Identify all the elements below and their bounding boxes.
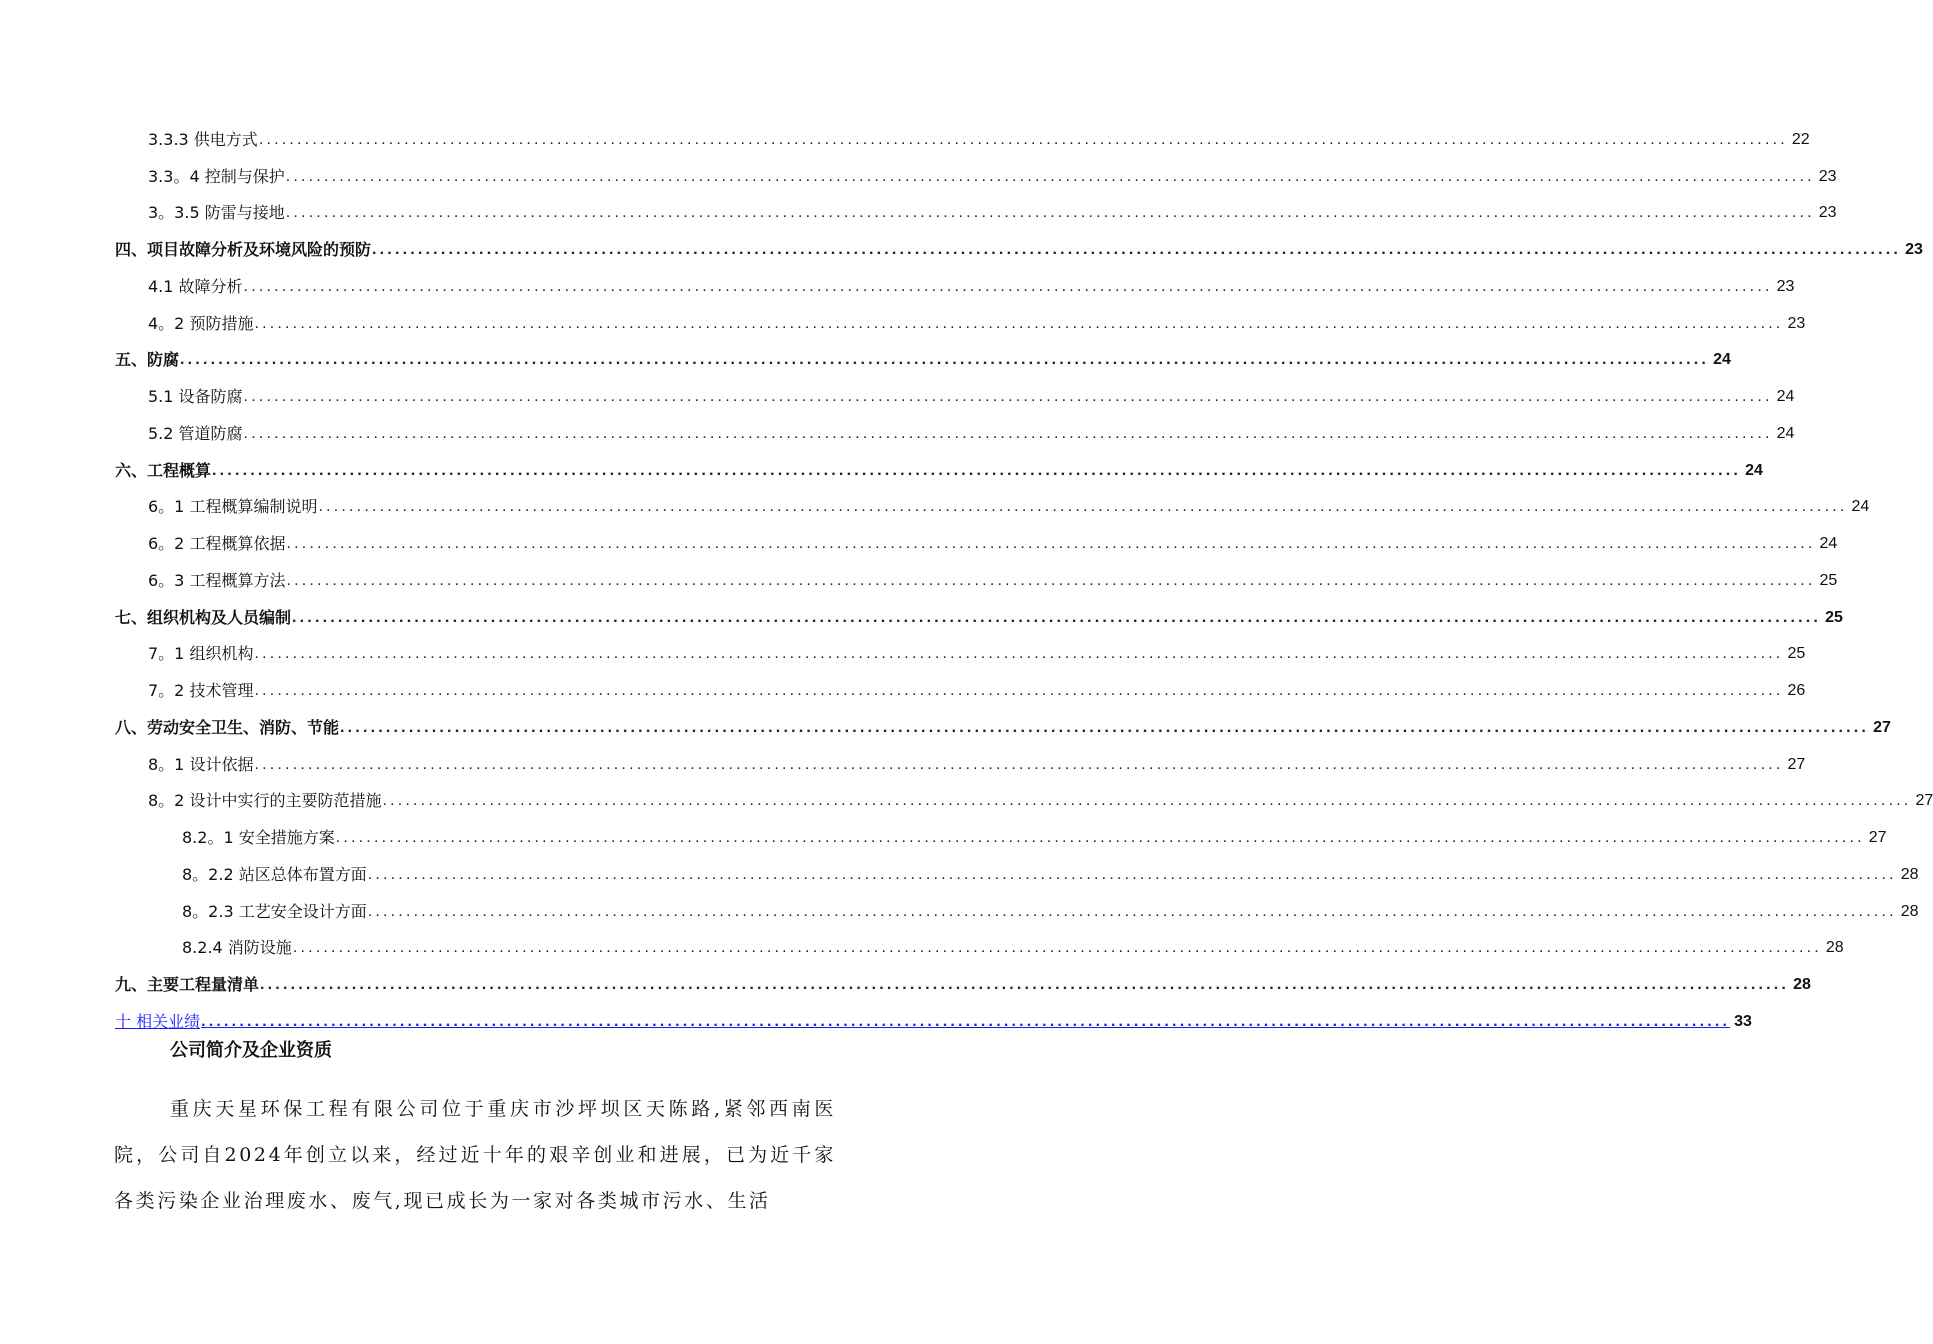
toc-entry-label: 九、主要工程量清单 [115, 975, 260, 994]
toc-page-number: 26 [1787, 682, 1806, 699]
toc-leader-dots: ........................................................................................................................................................................................................ [243, 424, 1773, 442]
toc-entry-label: 3。3.5 防雷与接地 [148, 203, 285, 223]
toc-entry-label: 5.2 管道防腐 [148, 423, 243, 443]
toc-entry-label: 7。1 组织机构 [148, 644, 254, 664]
toc-leader-dots: ........................................................................................................................................................................................................ [243, 277, 1773, 295]
body-paragraph: 重庆天星环保工程有限公司位于重庆市沙坪坝区天陈路,紧邻西南医院，公司自2024年创立以来，经过近十年的艰辛创业和进展，已为近千家各类污染企业治理废水、废气,现已成长为一家对各类城市污水、生活 [114, 1098, 836, 1212]
toc-leader-dots: ........................................................................................................................................................................................................ [260, 976, 1790, 993]
toc-page-number: 25 [1819, 571, 1838, 589]
toc-chapter-entry[interactable] [0, 1004, 1752, 1041]
toc-page-number: 24 [1713, 351, 1731, 369]
toc-leader-dots: ........................................................................................................................................................................................................ [258, 130, 1788, 148]
toc-page-number: 24 [1776, 388, 1795, 405]
toc-leader-dots: ........................................................................................................................................................................................................ [286, 571, 1816, 589]
toc-subsection-entry[interactable] [0, 894, 1919, 931]
toc-section-entry[interactable] [0, 379, 1795, 416]
toc-chapter-entry[interactable] [0, 967, 1811, 1004]
toc-page-number: 33 [1734, 1012, 1752, 1030]
toc-leader-dots: ........................................................................................................................................................................................................ [212, 461, 1742, 479]
toc-leader-dots: ........................................................................................................................................................................................................ [372, 241, 1902, 258]
toc-page-number: 24 [1776, 424, 1795, 442]
toc-leader-dots: ........................................................................................................................................................................................................ [286, 535, 1816, 552]
toc-leader-dots: ........................................................................................................................................................................................................ [254, 682, 1784, 699]
toc-entry-label: 8.2.4 消防设施 [182, 938, 292, 958]
toc-section-entry[interactable] [0, 122, 1810, 159]
toc-entry-label: 6。3 工程概算方法 [148, 570, 286, 590]
toc-page-number: 25 [1825, 608, 1843, 626]
toc-section-entry[interactable] [0, 416, 1795, 453]
toc-section-entry[interactable] [0, 673, 1806, 710]
toc-entry-label: 8。2 设计中实行的主要防范措施 [148, 791, 382, 811]
toc-page-number: 27 [1873, 718, 1891, 736]
toc-leader-dots: ........................................................................................................................................................................................................ [382, 792, 1912, 810]
toc-section-entry[interactable] [0, 196, 1837, 233]
toc-entry-label: 3.3.3 供电方式 [148, 129, 258, 149]
toc-leader-dots: ........................................................................................................................................................................................................ [201, 1012, 1731, 1030]
toc-chapter-entry[interactable] [0, 710, 1891, 747]
toc-leader-dots: ........................................................................................................................................................................................................ [254, 314, 1784, 332]
toc-page-number: 22 [1791, 130, 1810, 148]
toc-chapter-entry[interactable] [0, 232, 1923, 269]
toc-page-number: 24 [1745, 461, 1763, 479]
toc-entry-label: 七、组织机构及人员编制 [115, 607, 292, 627]
table-of-contents [0, 122, 1933, 1041]
toc-page-number: 23 [1776, 277, 1795, 295]
toc-subsection-entry[interactable] [0, 931, 1844, 968]
toc-section-entry[interactable] [0, 747, 1806, 784]
toc-leader-dots: ........................................................................................................................................................................................................ [243, 388, 1773, 405]
toc-section-entry[interactable] [0, 563, 1838, 600]
toc-page-number: 27 [1868, 829, 1887, 846]
toc-entry-label: 4。2 预防措施 [148, 313, 254, 333]
toc-leader-dots: ........................................................................................................................................................................................................ [285, 204, 1815, 222]
toc-leader-dots: ........................................................................................................................................................................................................ [335, 829, 1865, 846]
toc-entry-label: 5.1 设备防腐 [148, 387, 243, 406]
toc-section-entry[interactable] [0, 490, 1870, 527]
toc-entry-label: 8。2.3 工艺安全设计方面 [182, 901, 367, 921]
toc-leader-dots: ........................................................................................................................................................................................................ [318, 498, 1848, 516]
toc-page-number: 24 [1819, 535, 1838, 552]
toc-section-entry[interactable] [0, 306, 1806, 343]
toc-page-number: 23 [1818, 167, 1837, 185]
toc-entry-label: 四、项目故障分析及环境风险的预防 [115, 240, 372, 259]
toc-leader-dots: ........................................................................................................................................................................................................ [180, 351, 1710, 369]
toc-entry-label: 八、劳动安全卫生、消防、节能 [115, 717, 340, 737]
toc-page-number: 27 [1915, 792, 1933, 810]
toc-entry-label: 六、工程概算 [115, 460, 212, 480]
toc-entry-label: 8。2.2 站区总体布置方面 [182, 864, 367, 884]
toc-page-number: 28 [1793, 976, 1811, 993]
toc-section-entry[interactable] [0, 269, 1795, 306]
toc-page-number: 25 [1787, 645, 1806, 663]
toc-entry-label: 8。1 设计依据 [148, 754, 254, 774]
toc-leader-dots: ........................................................................................................................................................................................................ [367, 865, 1897, 883]
toc-subsection-entry[interactable] [0, 820, 1887, 857]
toc-chapter-entry[interactable] [0, 453, 1763, 490]
toc-entry-label: 6。2 工程概算依据 [148, 534, 286, 553]
toc-entry-label: 3.3。4 控制与保护 [148, 166, 285, 186]
toc-page-number: 23 [1818, 204, 1837, 222]
toc-leader-dots: ........................................................................................................................................................................................................ [254, 645, 1784, 663]
toc-entry-label: 8.2。1 安全措施方案 [182, 828, 335, 847]
toc-chapter-entry[interactable] [0, 600, 1843, 637]
toc-page-number: 23 [1787, 314, 1806, 332]
toc-leader-dots: ........................................................................................................................................................................................................ [254, 755, 1784, 773]
toc-entry-label: 五、防腐 [115, 350, 180, 370]
toc-leader-dots: ........................................................................................................................................................................................................ [340, 718, 1870, 736]
toc-section-entry[interactable] [0, 526, 1838, 563]
toc-subsection-entry[interactable] [0, 857, 1919, 894]
toc-chapter-entry[interactable] [0, 343, 1731, 380]
toc-leader-dots: ........................................................................................................................................................................................................ [367, 902, 1897, 920]
toc-leader-dots: ........................................................................................................................................................................................................ [292, 608, 1822, 626]
toc-section-entry[interactable] [0, 784, 1933, 821]
toc-entry-label: 6。1 工程概算编制说明 [148, 497, 318, 517]
section-heading: 公司简介及企业资质 [170, 1040, 332, 1061]
toc-entry-label: 4.1 故障分析 [148, 276, 243, 296]
toc-page-number: 28 [1900, 902, 1919, 920]
toc-section-entry[interactable] [0, 159, 1837, 196]
toc-entry-label: 十 相关业绩 [115, 1011, 201, 1031]
toc-page-number: 27 [1787, 755, 1806, 773]
toc-page-number: 23 [1905, 241, 1923, 258]
toc-leader-dots: ........................................................................................................................................................................................................ [292, 939, 1822, 957]
toc-page-number: 28 [1900, 865, 1919, 883]
toc-entry-label: 7。2 技术管理 [148, 681, 254, 700]
toc-leader-dots: ........................................................................................................................................................................................................ [285, 167, 1815, 185]
toc-page-number: 24 [1851, 498, 1870, 516]
toc-page-number: 28 [1825, 939, 1844, 957]
toc-section-entry[interactable] [0, 637, 1806, 674]
